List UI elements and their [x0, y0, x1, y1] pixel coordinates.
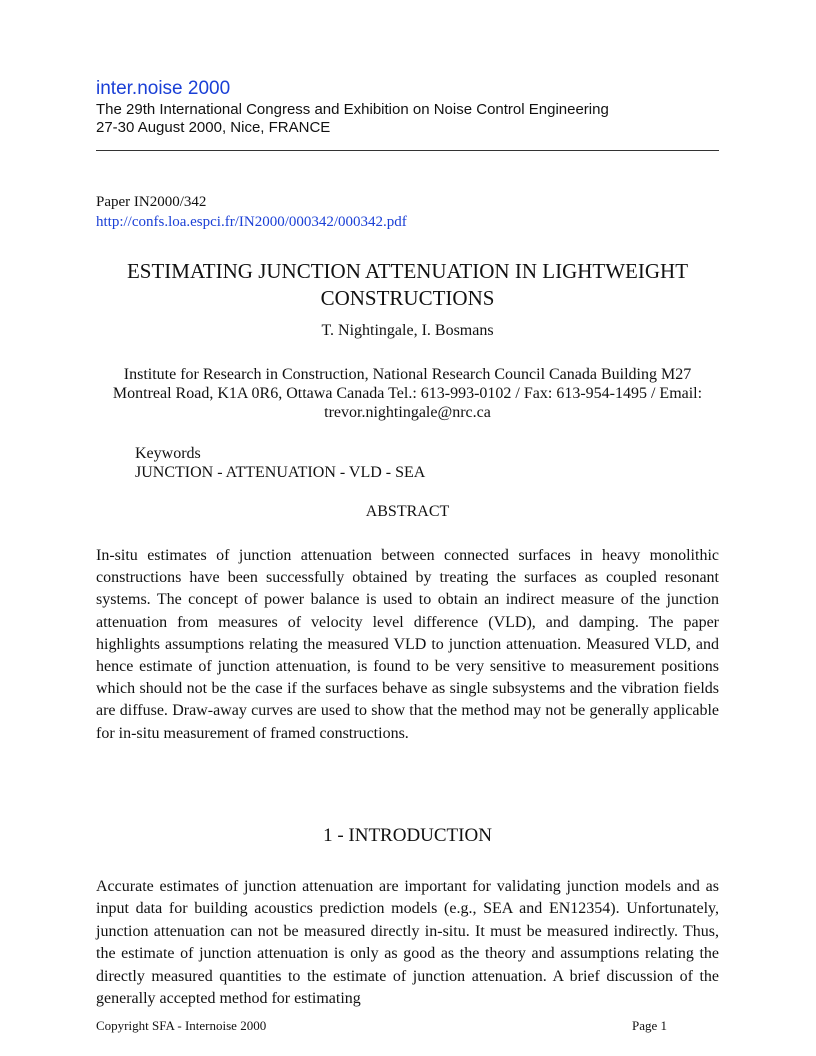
conference-subtitle: The 29th International Congress and Exhibition on Noise Control Engineering: [96, 101, 609, 118]
abstract-heading: ABSTRACT: [365, 503, 450, 520]
abstract-body: In-situ estimates of junction attenuation between connected surfaces in heavy monolithic constructions have been successfully obtained by treating the surfaces as coupled resonant systems. The concept of power balance is used to obtain an indirect measure of the junction attenuation from measures of velocity level difference (VLD), and damping. The paper highlights assumptions relating the measured VLD to junction attenuation. Measured VLD, and hence estimate of junction attenuation, is found to be very sensitive to measurement positions which should not be the case if the surfaces behave as single subsystems and the vibration fields are diffuse. Draw-away curves are used to show that the method may not be generally applicable for in-situ measurement of framed constructions.: [96, 547, 719, 742]
footer-page-number: Page 1: [632, 1018, 668, 1033]
paper-id: Paper IN2000/342: [96, 194, 207, 210]
header-divider: [96, 150, 719, 151]
keywords-list: JUNCTION - ATTENUATION - VLD - SEA: [135, 464, 426, 481]
authors: T. Nightingale, I. Bosmans: [321, 322, 494, 339]
paper-title: ESTIMATING JUNCTION ATTENUATION IN LIGHTWEIGHT CONSTRUCTIONS: [126, 259, 689, 310]
conference-date-location: 27-30 August 2000, Nice, FRANCE: [96, 119, 331, 136]
introduction-body: Accurate estimates of junction attenuation are important for validating junction models and as input data for building acoustics prediction models (e.g., SEA and EN12354). Unfortunately, junction attenuation can not be measured directly in-situ. It must be measured indirectly. Thus, the estimate of junction attenuation is only as good as the theory and assumptions relating the directly measured quantities to the estimate of junction attenuation. A brief discussion of the generally accepted method for estimating: [96, 878, 719, 1008]
footer-copyright: Copyright SFA - Internoise 2000: [96, 1018, 267, 1033]
affiliation: Institute for Research in Construction, National Research Council Canada Building M27 Montreal Road, K1A 0R6, Ottawa Canada Tel.: 613-993-0102 / Fax: 613-954-1495 / Email: trevor.nightingale@nrc.ca: [112, 366, 703, 421]
paper-url-link[interactable]: http://confs.loa.espci.fr/IN2000/000342/000342.pdf: [96, 214, 407, 230]
keywords-label: Keywords: [135, 445, 201, 462]
introduction-heading: 1 - INTRODUCTION: [323, 825, 492, 846]
conference-name: inter.noise 2000: [96, 78, 231, 99]
